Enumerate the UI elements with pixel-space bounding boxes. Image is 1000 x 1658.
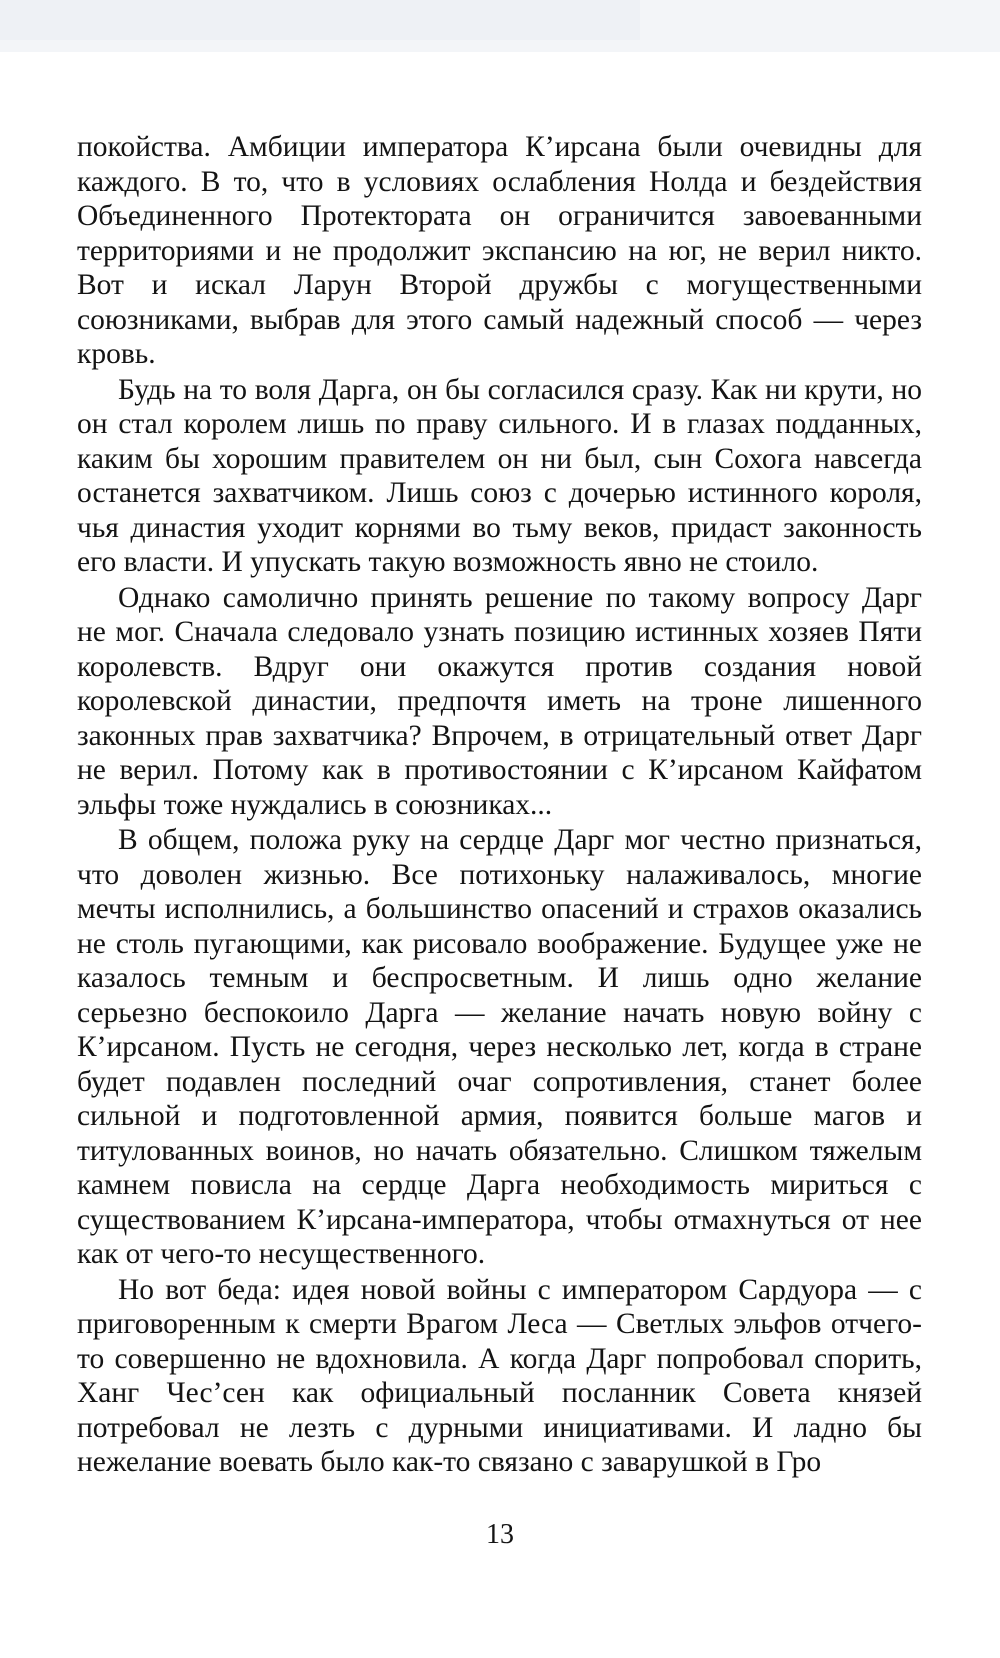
paragraph: Будь на то воля Дарга, он бы согласился сразу. Как ни крути, но он стал королем лишь по праву сильного. И в глазах подданных, каким бы хорошим правителем он ни был, сын Сохога навсегда останется захватчиком. Лишь союз с дочерью истинного короля, чья династия уходит корнями во тьму веков, придаст законность его власти. И упускать такую возможность явно не стоило. [77, 373, 922, 578]
paragraph: Однако самолично принять решение по такому вопросу Дарг не мог. Сначала следовало узнать позицию истинных хозяев Пяти королевств. Вдруг они окажутся против создания новой королевской династии, предпочтя иметь на троне лишенного законных прав захватчика? Впрочем, в отрицательный ответ Дарг не верил. Потому как в противостоянии с К’ирсаном Кайфатом эльфы тоже нуждались в союзниках... [77, 581, 922, 821]
paragraph: Но вот беда: идея новой войны с императором Сардуора — с приговоренным к смерти Врагом Леса — Светлых эльфов отчего-то совершенно не вдохновила. А когда Дарг попробовал спорить, Ханг Чес’сен как официальный посланник Совета князей потребовал не лезть с дурными инициативами. И ладно бы нежелание воевать было как-то связано с заварушкой в Гро [77, 1273, 922, 1478]
paragraph: В общем, положа руку на сердце Дарг мог честно признаться, что доволен жизнью. Все потихоньку налаживалось, многие мечты исполнились, а большинство опасений и страхов оказались не столь пугающими, как рисовало воображение. Будущее уже не казалось темным и беспросветным. И лишь одно желание серьезно беспокоило Дарга — желание начать новую войну с К’ирсаном. Пусть не сегодня, через несколько лет, когда в стране будет подавлен последний очаг сопротивления, станет более сильной и подготовленной армия, появится больше магов и титулованных воинов, но начать обязательно. Слишком тяжелым камнем повисла на сердце Дарга необходимость мириться с существованием К’ирсана-императора, чтобы отмахнуться от нее как от чего-то несущественного. [77, 824, 922, 1270]
paragraph-continued: покойства. Амбиции императора К’ирсана были очевидны для каждого. В то, что в условиях ослабления Нолда и бездействия Объединенного Протектората он ограничится завоеванными территориями и не продолжит экспансию на юг, не верил никто. Вот и искал Ларун Второй дружбы с могущественными союзниками, выбрав для этого самый надежный способ — через кровь. [77, 131, 922, 370]
page-number: 13 [486, 1519, 514, 1550]
page-body-text [77, 130, 922, 1481]
scan-top-shadow [0, 0, 640, 40]
